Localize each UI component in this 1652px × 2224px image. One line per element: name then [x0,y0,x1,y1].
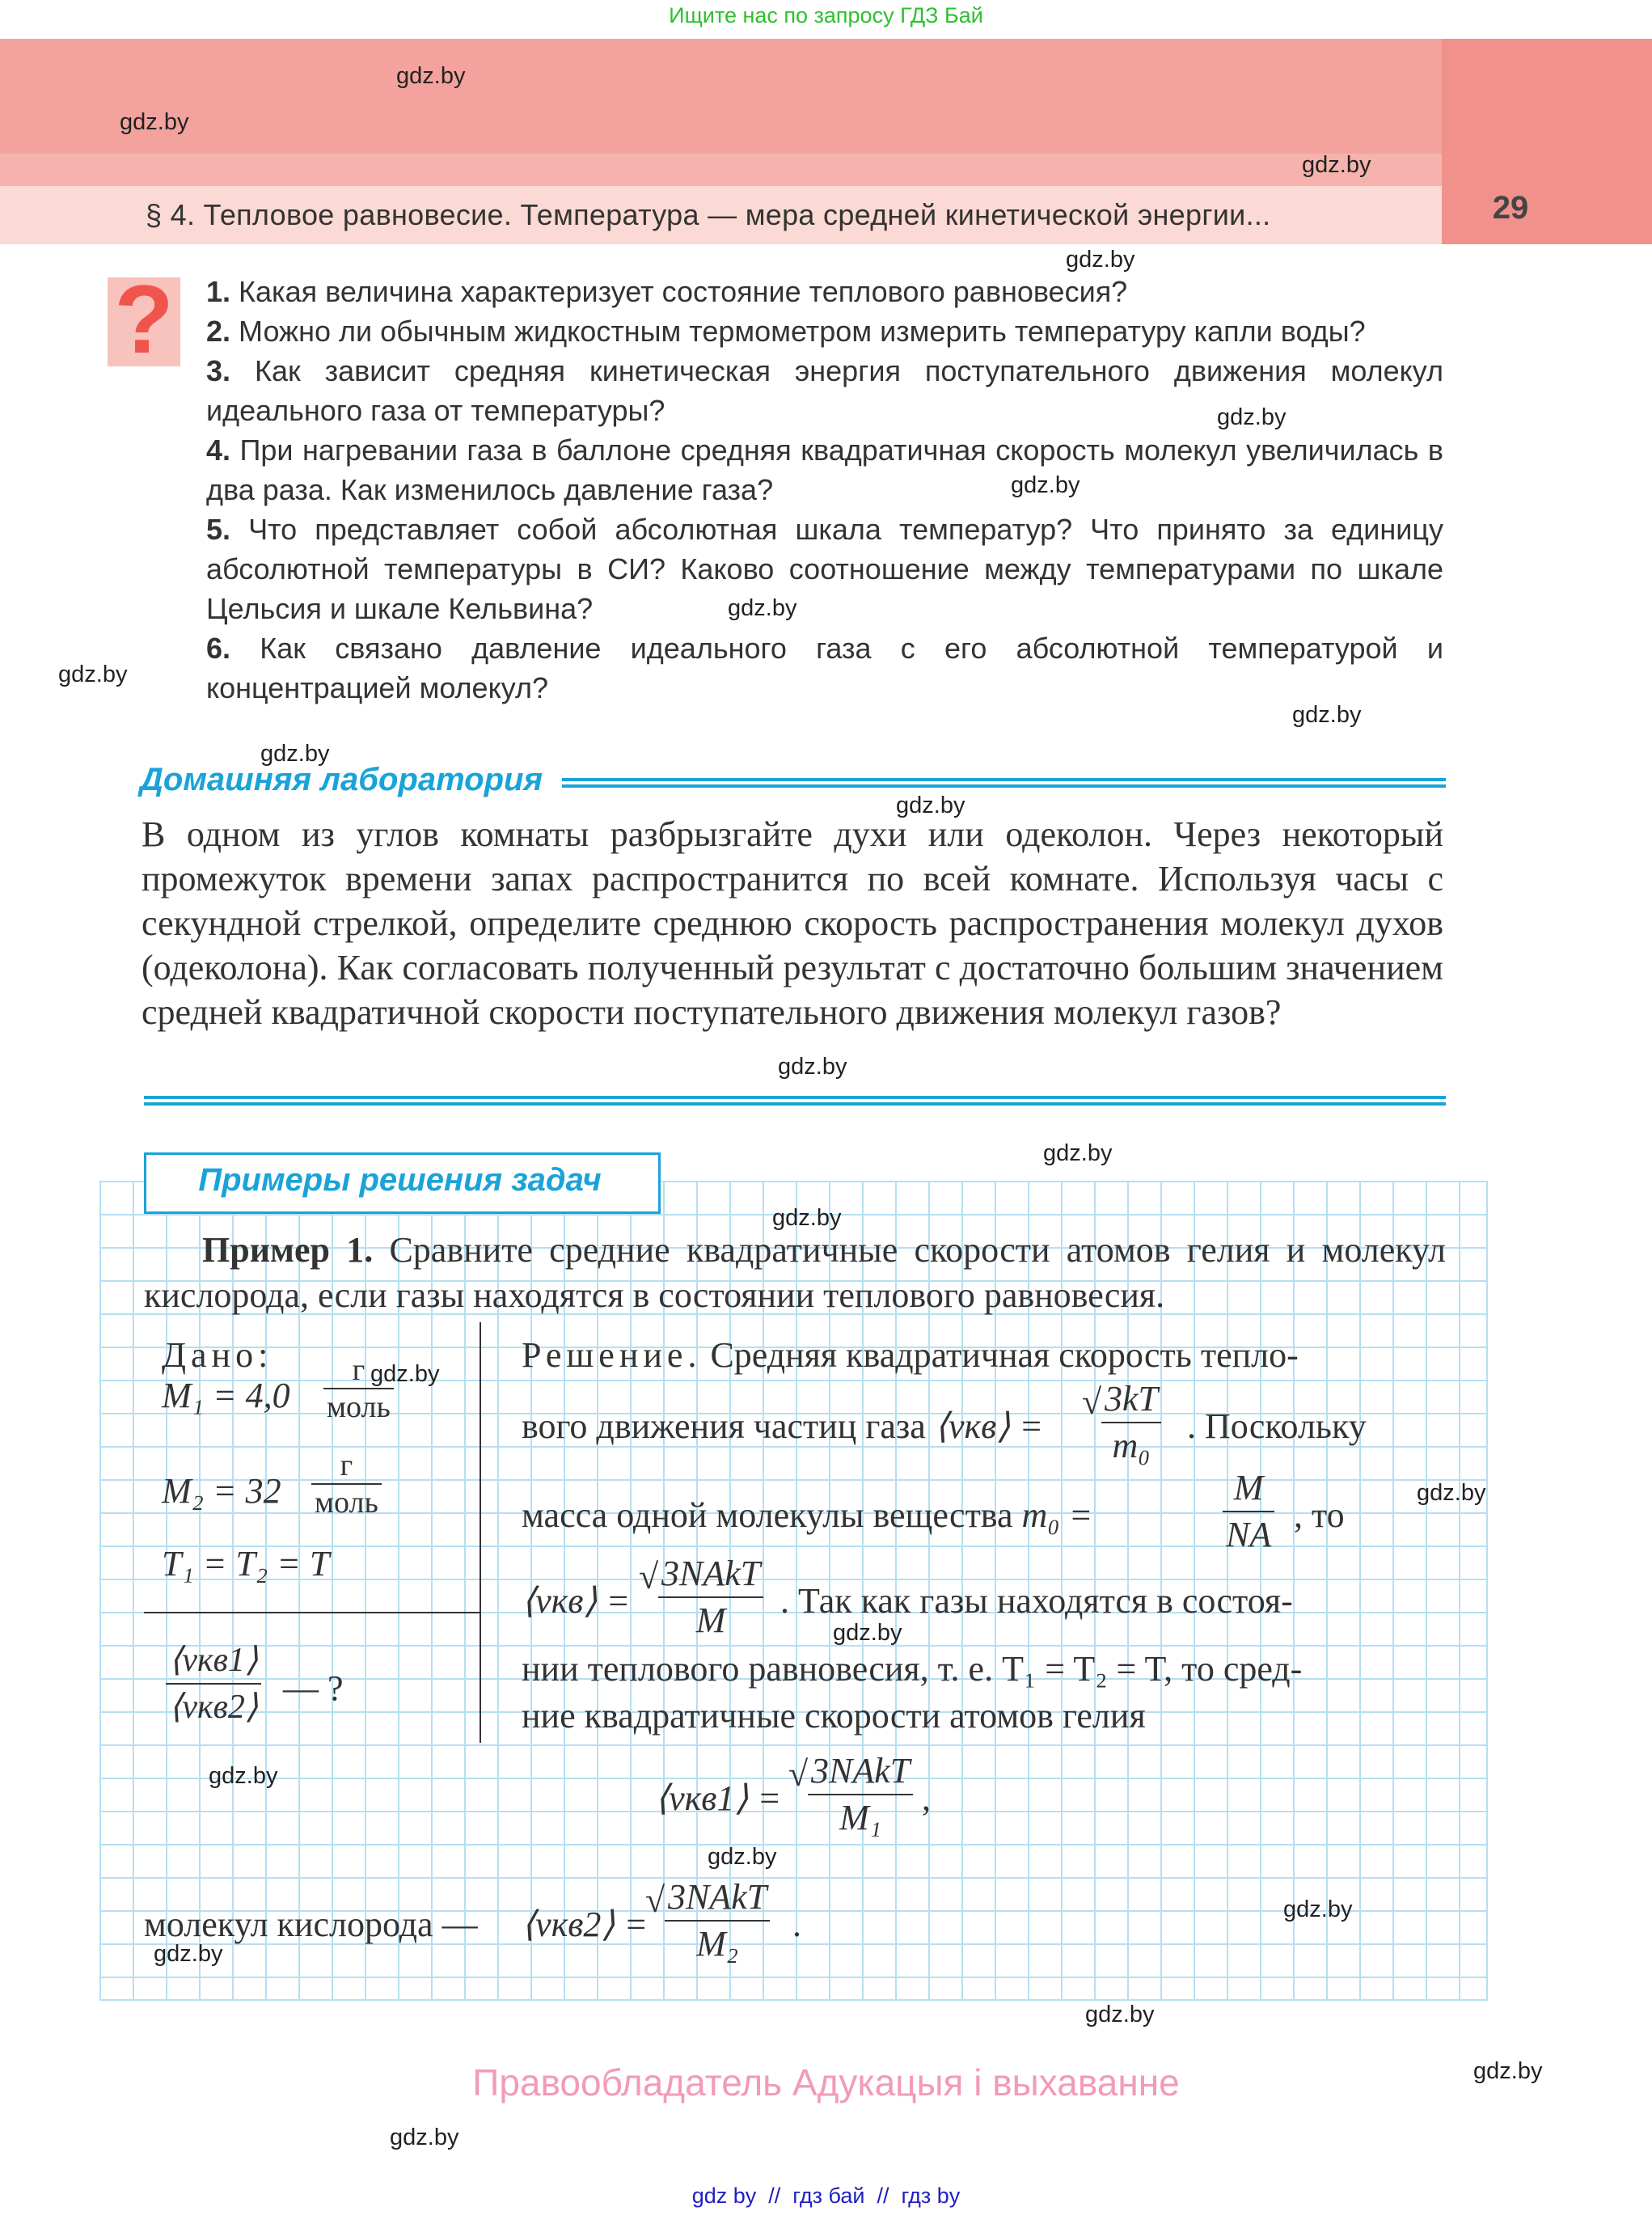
watermark: gdz.by [772,1205,842,1231]
watermark: gdz.by [728,595,797,621]
sqrt-icon: √ [1082,1382,1102,1422]
solution-line-2: вого движения частиц газа ⟨vкв⟩ = [522,1406,1044,1446]
given-temperature: T₁ = T₂ = T [162,1544,330,1583]
watermark: gdz.by [260,741,330,767]
solution-line-2-end: . Поскольку [1187,1406,1367,1446]
watermark: gdz.by [1283,1896,1353,1922]
formula-5: 3NAkT M₂ [665,1875,770,1967]
sqrt-icon: √ [639,1557,659,1596]
watermark: gdz.by [1085,2002,1155,2027]
question-3: 3. Как зависит средняя кинетическая энергия поступательного движения молекул идеального газа от температуры? [206,354,1443,427]
watermark: gdz.by [708,1844,777,1870]
formula-1: $\frac{3kT}{\text{m₀}}$ [1101,1376,1161,1469]
watermark: gdz.by [1066,247,1135,273]
solution-line-3-end: , то [1294,1495,1345,1535]
formula-3: 3NAkT M [658,1551,763,1643]
solution-line-1: Решение. Средняя квадратичная скорость тепло- [522,1335,1299,1375]
solution-line-3: масса одной молекулы вещества m₀ = [522,1495,1093,1535]
header-band [0,39,1442,154]
lab-rule-bottom [144,1096,1446,1099]
lab-rule-top [562,778,1446,781]
lab-rule-top-2 [562,784,1446,788]
given-m2-unit: г моль [311,1448,382,1520]
question-4: 4. При нагревании газа в баллоне средняя квадратичная скорость молекул увеличилась в два раза. Как изменилось давление газа? [206,433,1443,506]
watermark: gdz.by [120,109,189,135]
solution-line-4: . Так как газы находятся в состоя- [780,1581,1293,1621]
solution-line-5: нии теплового равновесия, т. е. T₁ = T₂ = T, то сред- [522,1649,1303,1689]
watermark: gdz.by [58,662,128,687]
given-vertical-divider [480,1322,481,1743]
page-number: 29 [1492,190,1529,226]
find-suffix: — ? [283,1668,344,1708]
home-lab-title: Домашняя лаборатория [140,762,543,797]
question-1: 1. Какая величина характеризует состояние теплового равновесия? [206,275,1128,308]
given-divider [144,1612,480,1613]
watermark: gdz.by [833,1620,902,1646]
vkv2-label: ⟨vкв2⟩ = [522,1905,649,1944]
watermark: gdz.by [1473,2058,1543,2084]
watermark: gdz.by [396,63,466,89]
sqrt-icon: √ [645,1880,665,1920]
home-lab-text: В одном из углов комнаты разбрызгайте духи или одеколон. Через некоторый промежуток времени запах распространится по всей комнате. Используя часы с секундной стрелкой, определите среднюю скорость распространения молекул духов (одеколона). Как согласовать полученный результат с достаточно большим значением средней квадратичной скорости поступательного движения молекул газов? [142,814,1443,1032]
examples-title: Примеры решения задач [198,1162,602,1198]
formula-2: $\frac{M}{NA}$ [1223,1465,1274,1558]
solution-line-8: молекул кислорода — [144,1905,478,1944]
watermark: gdz.by [1043,1140,1113,1166]
given-m1: M₁ = 4,0 [162,1376,290,1415]
find-ratio: ⟨vкв1⟩ ⟨vкв2⟩ [166,1638,261,1730]
example-1-statement: Пример 1. Сравните средние квадратичные скорости атомов гелия и молекул кислорода, если газы находятся в состоянии теплового равновесия. [144,1230,1447,1315]
watermark: gdz.by [1011,472,1080,498]
copyright-footer: Правообладатель Адукацыя і выхаванне [472,2061,1180,2103]
solution-line-6: ние квадратичные скорости атомов гелия [522,1696,1146,1736]
lab-rule-bottom-2 [144,1102,1446,1106]
question-5: 5. Что представляет собой абсолютная шкала температур? Что принято за единицу абсолютной температуры в СИ? Каково соотношение между температурами по шкале Цельсия и шкале Кельвина? [206,513,1443,625]
watermark: gdz.by [1217,404,1287,430]
watermark: gdz.by [1292,702,1362,728]
watermark: gdz.by [209,1763,278,1789]
given-m2: M₂ = 32 [162,1471,281,1511]
question-icon: ? [114,265,174,374]
watermark: gdz.by [1417,1480,1486,1506]
given-label: Дано: [162,1335,273,1375]
given-m1-unit: г моль [323,1352,394,1425]
top-note: Ищите нас по запросу ГДЗ Бай [669,3,983,27]
bottom-note: gdz by // гдз бай // гдз by [691,2184,961,2208]
watermark: gdz.by [896,793,965,818]
watermark: gdz.by [1302,152,1371,178]
vkv-label-2: ⟨vкв⟩ = [522,1581,631,1621]
sqrt-icon: √ [788,1754,809,1794]
vkv1-label: ⟨vкв1⟩ = [655,1778,782,1818]
formula-5-period: . [792,1905,801,1944]
watermark: gdz.by [370,1361,440,1387]
watermark: gdz.by [778,1054,847,1080]
question-6: 6. Как связано давление идеального газа с его абсолютной температурой и концентрацией молекул? [206,632,1443,704]
question-2: 2. Можно ли обычным жидкостным термометром измерить температуру капли воды? [206,315,1366,348]
watermark: gdz.by [154,1941,223,1967]
formula-4: 3NAkT M₁ [808,1748,913,1841]
running-title: § 4. Тепловое равновесие. Температура — мера средней кинетической энергии... [146,198,1271,231]
header-band-light [0,154,1442,186]
watermark: gdz.by [390,2125,459,2150]
formula-4-comma: , [922,1778,931,1818]
